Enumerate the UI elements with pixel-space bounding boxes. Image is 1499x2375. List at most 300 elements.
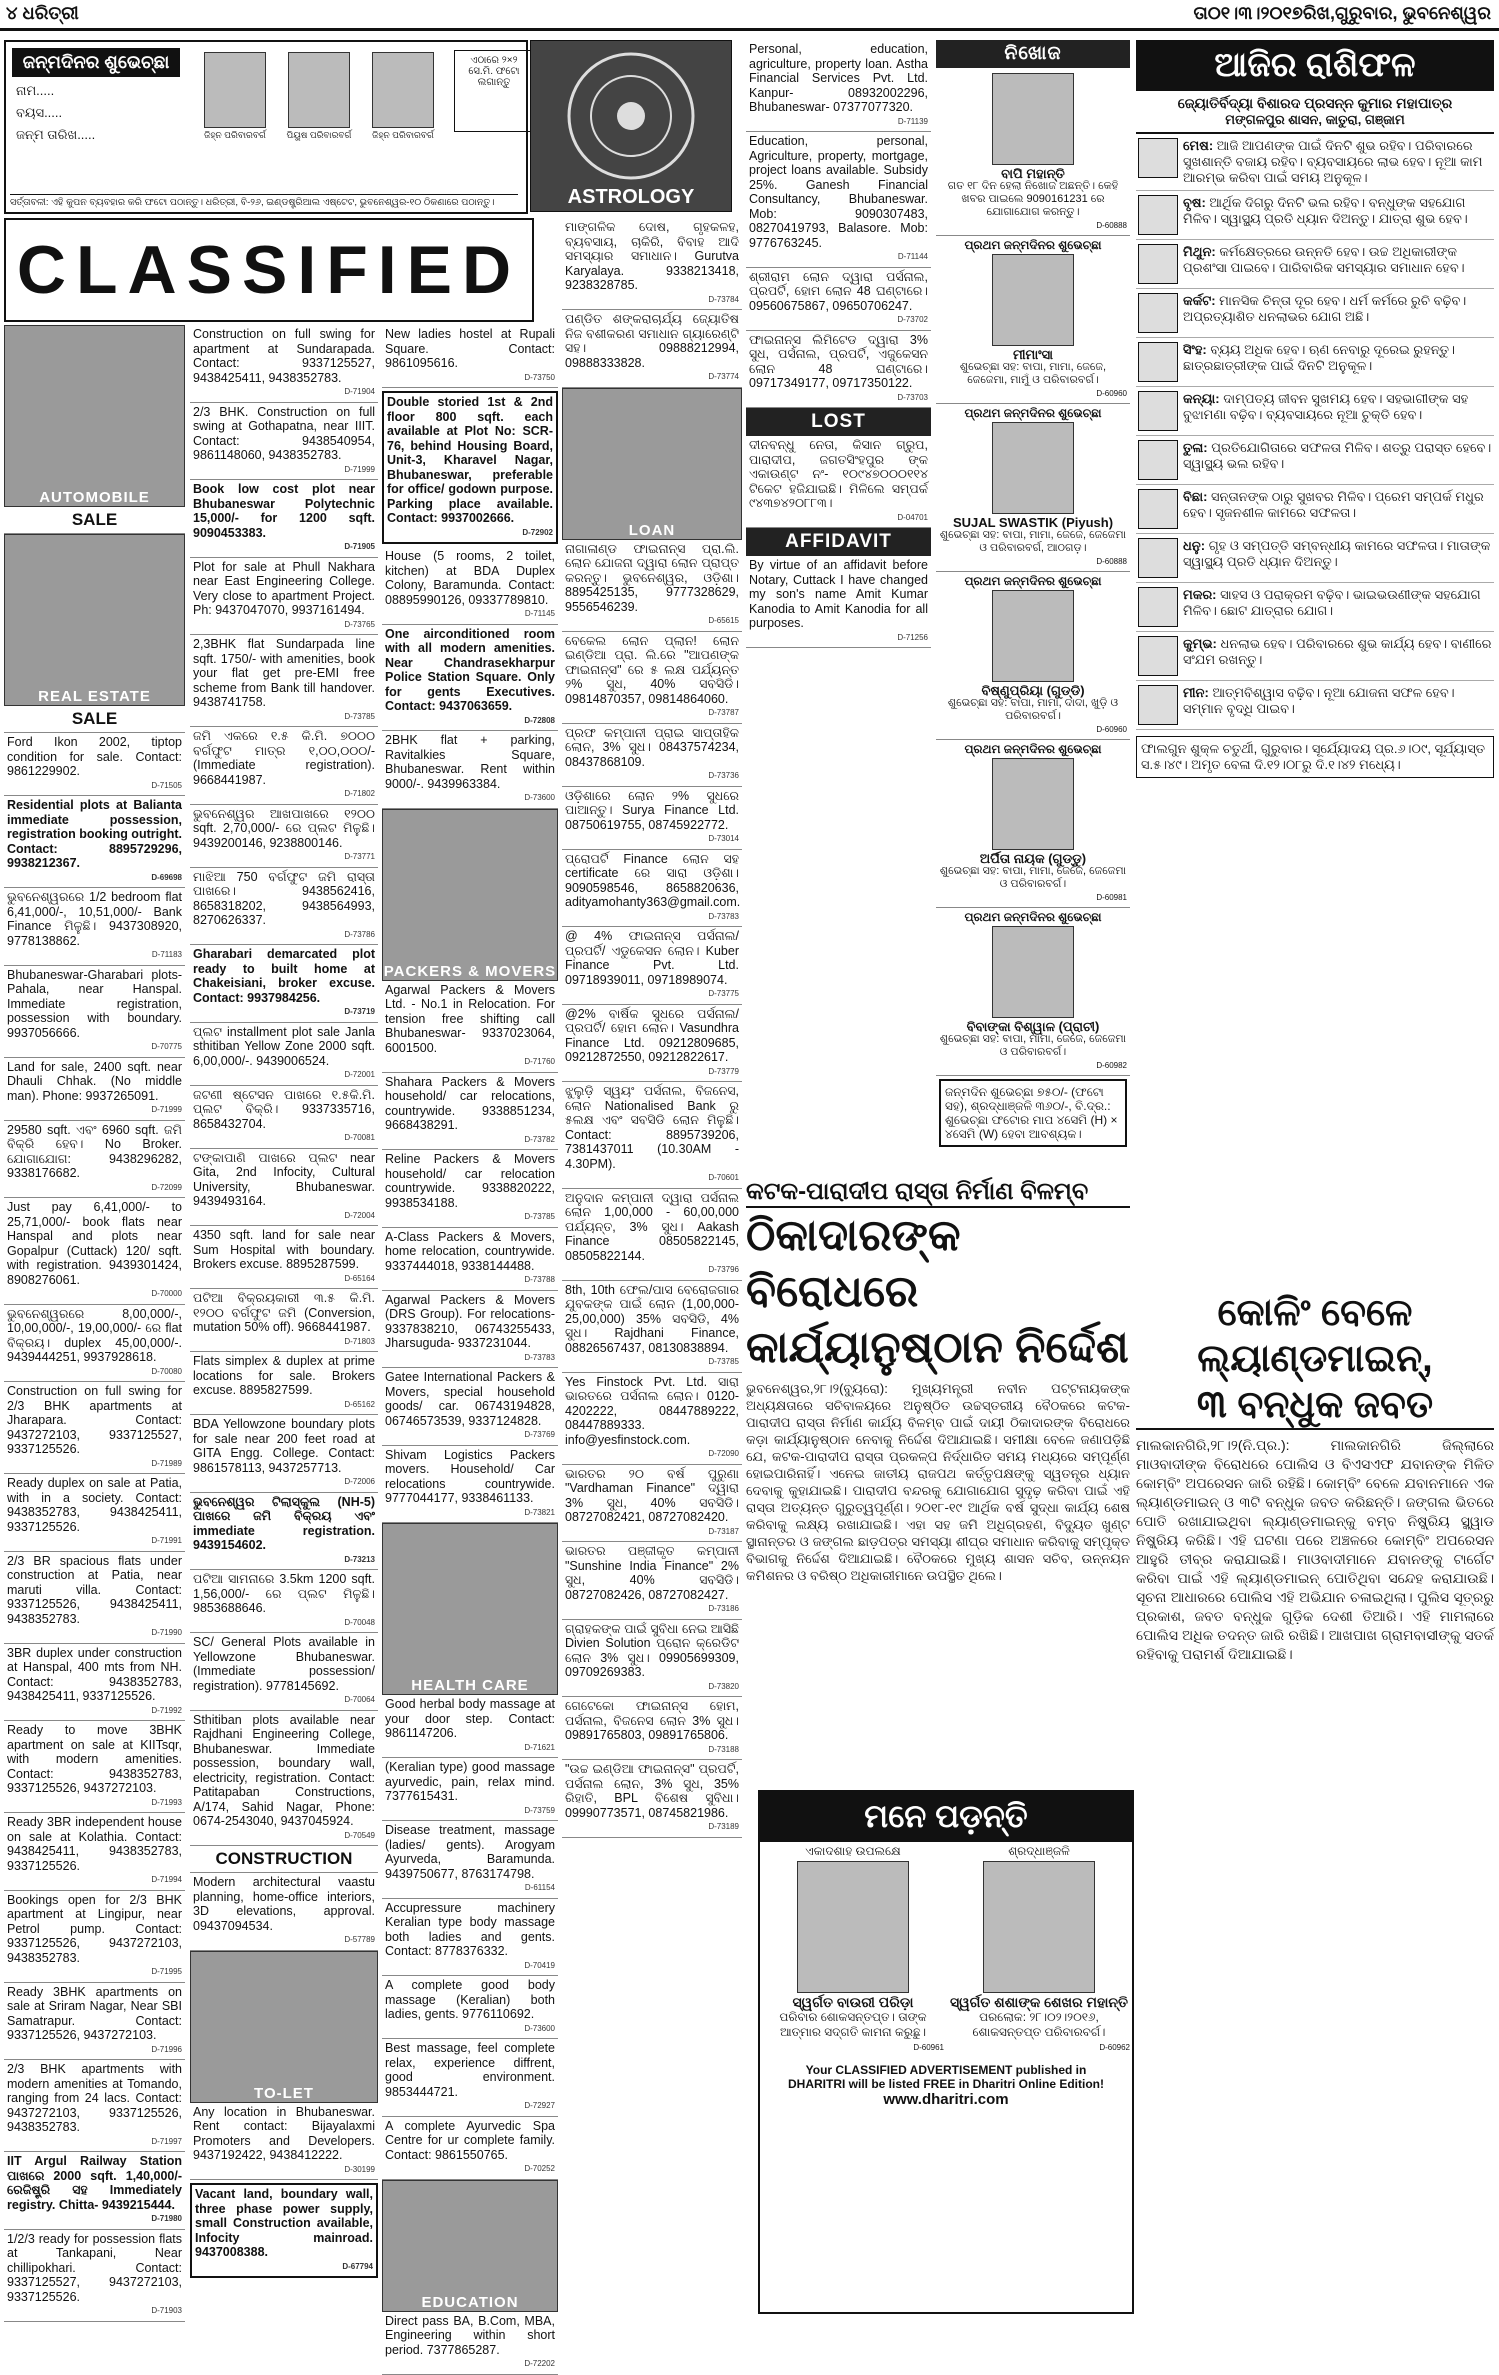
ad-text: Double storied 1st & 2nd floor 800 sqft. each available at Plot No: SCR-76, behind Housing Board, Unit-3, Kharavel Nagar, Bhubaneswar, preferable for office/ godown purpose. Parking place available. Contact: 9937002666. bbox=[387, 395, 553, 525]
ad-text: A complete good body massage (Keralian) both ladies, gents. 9776110692. bbox=[385, 1978, 555, 2021]
column-5 bbox=[746, 40, 931, 1170]
classified-ad bbox=[190, 635, 378, 727]
wish-text: ଶୁଭେଚ୍ଛା ସହ: ବାପା, ମାମା, ଜେଜେ, ଜେଜେମା ଓ ପରିବାରବର୍ଗ। bbox=[939, 865, 1127, 890]
col3-ad-list-d bbox=[382, 2312, 558, 2375]
ad-text: ପ୍ରୋପର୍ଟି Finance ଲୋନ ସହ certificate ରେ ସାରା ଓଡ଼ିଶା। 9090598546, 8658820636, adityamohanty363@gmail.com. bbox=[565, 851, 741, 909]
ad-code: D-61154 bbox=[524, 1883, 555, 1892]
ad-text: Modern architectural vaastu planning, home-office interiors, 3D elevations, approval. 09437094534. bbox=[193, 1875, 375, 1933]
ad-code: D-73785 bbox=[344, 711, 375, 721]
horoscope-footer: ଫାଲଗୁନ ଶୁକ୍ଳ ଚତୁର୍ଥୀ, ଗୁରୁବାର। ସୂର୍ଯ୍ୟୋଦୟ ପ୍ର.୬।୦୯, ସୂର୍ଯ୍ୟାସ୍ତ ସ.୫।୪୯। ଅମୃତ ବେଳା ଦି.୧୨।୦୮ରୁ ଦି.୧।୪୨ ମଧ୍ୟେ। bbox=[1136, 736, 1494, 778]
classified-ad bbox=[382, 731, 558, 809]
sign-name: ମିଥୁନ: bbox=[1183, 244, 1220, 259]
classified-ad bbox=[190, 2103, 378, 2181]
classified-ad bbox=[562, 632, 742, 724]
ad-code: D-72004 bbox=[344, 1210, 375, 1220]
child-name: ମୀମାଂସା bbox=[1012, 347, 1054, 362]
ad-code: D-73759 bbox=[524, 1805, 555, 1815]
ad-code: D-71999 bbox=[151, 1105, 182, 1114]
classified-ad bbox=[190, 1570, 378, 1633]
child-name: ଅର୍ପିତା ନାୟକ (ଗୁଡ୍ଡୁ) bbox=[979, 851, 1087, 866]
sample-photo bbox=[372, 52, 434, 128]
ad-text: Best massage, feel complete relax, experience diffrent, good environment. 9853444721. bbox=[385, 2041, 555, 2099]
ad-text: Gharabari demarcated plot ready to built home at Chakeisiani, broker excuse. Contact: 9937984256. bbox=[193, 947, 375, 1005]
sign-text: ପ୍ରତିଯୋଗିତାରେ ସଫଳତା ମିଳିବ। ଶତ୍ରୁ ପରାସ୍ତ ହେବେ। ସ୍ୱାସ୍ଥ୍ୟ ଭଲ ରହିବ। bbox=[1183, 440, 1492, 471]
ad-code: D-70048 bbox=[344, 1617, 375, 1627]
classified-ad bbox=[746, 436, 931, 528]
ad-text: BDA Yellowzone boundary plots for sale near 200 feet road at GITA Engg. College. Contact: 9861578113, 9437257713. bbox=[193, 1417, 375, 1475]
form-age-line: ବୟସ..... bbox=[16, 105, 63, 120]
ad-code: D-73014 bbox=[708, 834, 739, 843]
ad-text: Bookings open for 2/3 BHK apartment at Lingipur, near Petrol pump. Contact: 9337125526, 9437272103, 9438352783. bbox=[7, 1892, 182, 1965]
ad-text: ଭୁବନେଶ୍ୱରରେ 1/2 bedroom flat 6,41,000/-, 10,51,000/- Bank Finance ମିଳୁଛି। 9437308920, 9778138862. bbox=[7, 890, 182, 948]
ad-code: D-70775 bbox=[151, 1042, 182, 1051]
ad-code: D-72902 bbox=[522, 527, 553, 537]
ad-text: A-Class Packers & Movers, home relocation, countrywide. 9337444018, 9338144488. bbox=[385, 1229, 555, 1273]
wish-card bbox=[936, 572, 1130, 740]
news-title: ଠିକାଦାରଙ୍କ ବିରୋଧରେ bbox=[746, 1211, 961, 1316]
ad-text: ଶ୍ରୀରାମ ଲୋନ ଦ୍ୱାରା ପର୍ସନାଲ, ପ୍ରପର୍ଟି, ହୋମ ଲୋନ 48 ଘଣ୍ଟାରେ। 09560675867, 09650706247. bbox=[749, 269, 928, 313]
ad-text: ଗ୍ରାହକଙ୍କ ପାଇଁ ସୁବିଧା ନେଇ ଆସିଛି Divien Solution ପ୍ରୋନ କ୍ରେଡିଟ ଲୋନ 3% ସୁଧ। 09905699309, 09709269383. bbox=[565, 1621, 739, 1679]
astrology-label: ASTROLOGY bbox=[567, 186, 695, 208]
ad-code: D-71621 bbox=[524, 1742, 555, 1752]
classified-ad bbox=[562, 724, 742, 787]
classified-ad bbox=[382, 1291, 558, 1369]
ad-text: (Keralian type) good massage ayurvedic, pain, relax mind. 7377615431. bbox=[385, 1760, 555, 1803]
ad-text: 3BR duplex under construction at Hanspal, 400 mts from NH. Contact: 9438352783, 9438425411, 9337125526. bbox=[7, 1645, 182, 1703]
sign-text: ଧନଲାଭ ହେବ। ପରିବାରରେ ଶୁଭ କାର୍ଯ୍ୟ ହେବ। ବାଣୀରେ ସଂଯମ ରଖନ୍ତୁ। bbox=[1183, 636, 1492, 667]
classified-ad bbox=[4, 1891, 185, 1983]
child-photo bbox=[992, 590, 1074, 682]
section-heading: SALE bbox=[4, 706, 185, 733]
news-kicker: କଟକ-ପାରାଦୀପ ରାସ୍ତା ନିର୍ମାଣ ବିଳମ୍ବ bbox=[746, 1178, 1130, 1208]
ad-code: D-73821 bbox=[524, 1507, 555, 1517]
ad-code: D-71505 bbox=[151, 780, 182, 790]
classified-ad bbox=[746, 331, 931, 409]
child-name: SUJAL SWASTIK (Piyush) bbox=[952, 515, 1114, 530]
horoscope-title: ଆଜିର ରାଶିଫଳ bbox=[1136, 40, 1494, 91]
ad-code: D-73785 bbox=[708, 1357, 739, 1366]
ad-text: Ford Ikon 2002, tiptop condition for sale. Contact: 9861229902. bbox=[7, 735, 182, 778]
ad-code: D-71991 bbox=[151, 1536, 182, 1545]
second-news bbox=[1136, 1290, 1494, 2335]
col4-ad-list bbox=[562, 218, 742, 388]
wish-label: ପ୍ରଥମ ଜନ୍ମଦିନର ଶୁଭେଚ୍ଛା bbox=[964, 742, 1102, 756]
ad-text: Residential plots at Balianta immediate possession, registration booking outright. Contact: 8895729296, 9938212367. bbox=[7, 798, 182, 870]
ad-text: Reline Packers & Movers household/ car relocation countrywide. 9338820222, 9938534188. bbox=[385, 1152, 555, 1210]
ad-text: ପଟିଆ ସାମନାରେ 3.5km 1200 sqft. 1,56,000/- ରେ ପ୍ଲଟ ମିଳୁଛି। 9853688646. bbox=[193, 1572, 375, 1615]
ad-code: D-71904 bbox=[344, 387, 375, 396]
page-number: ୪ ଧରିତ୍ରୀ bbox=[6, 3, 79, 23]
ad-code: D-72006 bbox=[344, 1477, 375, 1486]
classified-ad bbox=[190, 1873, 378, 1951]
sign-entry bbox=[1136, 240, 1494, 289]
classified-ad bbox=[4, 796, 185, 888]
classified-ad bbox=[190, 1086, 378, 1149]
sample-photo bbox=[288, 52, 350, 128]
ad-text: Good herbal body massage at your door step. Contact: 9861147206. bbox=[385, 1697, 555, 1740]
column-3 bbox=[382, 325, 558, 2368]
ad-code: D-71256 bbox=[897, 632, 928, 642]
news2-title: ୩ ବନ୍ଧୁକ ଜବତ bbox=[1136, 1382, 1494, 1430]
ad-text: 8th, 10th ଫେଲ/ପାସ ବେରୋଜଗାର ଯୁବକଙ୍କ ପାଇଁ ଲୋନ (1,00,000-25,00,000) 35% ସବସିଡି, 4% ସୁଧ। Rajdhani Finance, 08826567437, 08130838894. bbox=[565, 1282, 739, 1355]
classified-ad bbox=[562, 1082, 742, 1189]
classified-ad bbox=[562, 540, 742, 632]
classified-ad bbox=[562, 1189, 742, 1281]
lost-heading: LOST bbox=[746, 408, 931, 436]
ad-code: D-71145 bbox=[524, 609, 555, 618]
sample-photo bbox=[204, 52, 266, 128]
ad-code: D-67794 bbox=[342, 2261, 373, 2271]
ad-text: Plot for sale at Phull Nakhara near East Engineering College. Very close to apartment Project. Ph: 9437047070, 9937161494. bbox=[193, 559, 375, 617]
birthday-form-title: ଜନ୍ମଦିନର ଶୁଭେଚ୍ଛା bbox=[12, 48, 180, 77]
ad-text: ଭୁବନେଶ୍ୱର ଆଖପାଖରେ ୧୨୦୦ sqft. 2,70,000/- ରେ ପ୍ଲଟ ମିଳୁଛି। 9439200146, 9238800146. bbox=[193, 806, 375, 850]
child-name: ବାପି ମହାନ୍ତି bbox=[1001, 166, 1065, 181]
ad-code: D-70601 bbox=[708, 1173, 739, 1182]
classified-ad bbox=[562, 1373, 742, 1465]
zodiac-sign-icon bbox=[1138, 538, 1178, 578]
sign-entry bbox=[1136, 134, 1494, 191]
ad-text: ନାଗାଳାଣ୍ଡ ଫାଇନାନ୍ସ ପ୍ରା.ଲି. ଲୋନ ଯୋଜନା ଦ୍ୱାରା ଲୋନ ପ୍ରାପ୍ତ କରନ୍ତୁ। ଭୁବନେଶ୍ୱର, ଓଡ଼ିଶା। 8895425135, 9777328629, 9556546239. bbox=[565, 541, 739, 614]
col3-ad-list-b bbox=[382, 981, 558, 1524]
ad-text: ଭୁବନେଶ୍ୱରରେ 8,00,000/-, 10,00,000/-, 19,00,000/- ରେ flat ବିକ୍ରୟ। duplex 45,00,000/-. 9439444251, 9937928618. bbox=[7, 1306, 182, 1364]
sign-list bbox=[1136, 134, 1494, 730]
col4-ad-list-b bbox=[562, 540, 742, 1838]
wishes-rates: ଜନ୍ମଦିନ ଶୁଭେଚ୍ଛା ୭୫୦/- (ଫଟୋ ସହ), ଶ୍ରଦ୍ଧାଞ୍ଜଳି ୩୬୦/-, ବି.ଦ୍ର.: ଶୁଭେଚ୍ଛା ଫଟୋର ମାପ ୪ସେମି (H) × ୪ସେମି (W) ହେବା ଆବଶ୍ୟକ। bbox=[939, 1079, 1127, 1147]
ad-code: D-73765 bbox=[344, 619, 375, 629]
ad-text: One airconditioned room with all modern amenities. Near Chandrasekharpur Police Station Square. Only for gents Executives. Contact: 9437063659. bbox=[385, 626, 555, 713]
classified-ad bbox=[562, 1465, 742, 1543]
ad-code: D-73600 bbox=[524, 2023, 555, 2033]
classified-ad bbox=[190, 1289, 378, 1352]
ad-text: ଜଟଣୀ ଷ୍ଟେସନ ପାଖରେ ୧.୫କି.ମି. ପ୍ଲଟ ବିକ୍ରି। 9337335716, 8658432704. bbox=[193, 1087, 375, 1131]
sign-name: କର୍କଟ: bbox=[1183, 293, 1220, 308]
col5-ad-list bbox=[746, 40, 931, 408]
classified-ad bbox=[382, 391, 558, 544]
classified-ad bbox=[4, 966, 185, 1058]
classified-ad bbox=[382, 2039, 558, 2117]
sign-text: ଗୃହ ଓ ସମ୍ପତ୍ତି ସମ୍ବନ୍ଧୀୟ କାମରେ ସଫଳତା। ମାତାଙ୍କ ସ୍ୱାସ୍ଥ୍ୟ ପ୍ରତି ଧ୍ୟାନ ଦିଅନ୍ତୁ। bbox=[1183, 538, 1491, 569]
classified-ad bbox=[382, 1228, 558, 1291]
classified-ad bbox=[190, 1493, 378, 1571]
ad-code: D-73787 bbox=[708, 708, 739, 717]
ad-code: D-73784 bbox=[708, 294, 739, 304]
classified-ad bbox=[190, 945, 378, 1023]
wish-card bbox=[936, 68, 1130, 236]
form-note: ସର୍ତ୍ତାବଳୀ: ଏହି କୁପନ ବ୍ୟବହାର କରି ଫଟୋ ପଠାନ୍ତୁ। ଧରିତ୍ରୀ, ବି-୨୬, ଇଣ୍ଡଷ୍ଟ୍ରିଆଲ ଏଷ୍ଟେଟ, ଭୁବନେଶ୍ୱର-୧୦ ଠିକଣାରେ ପଠାନ୍ତୁ। bbox=[10, 194, 518, 208]
child-name: ବିବାଙ୍କା ବିଶ୍ୱାଳ (ପ୍ରାଚୀ) bbox=[966, 1019, 1100, 1034]
affidavit-heading: AFFIDAVIT bbox=[746, 528, 931, 556]
classified-ad bbox=[4, 1552, 185, 1644]
ad-text: New ladies hostel at Rupali Square. Contact: 9861095616. bbox=[385, 327, 555, 370]
ad-text: ଅନୁଦାନ କମ୍ପାନୀ ଦ୍ୱାରା ପର୍ସନାଲ ଲୋନ 1,00,000 - 60,00,000 ପର୍ଯ୍ୟନ୍ତ, 3% ସୁଧ। Aakash Finance 08505822145, 08505822144. bbox=[565, 1190, 739, 1263]
wishes-column bbox=[936, 40, 1130, 1170]
ad-code: D-73188 bbox=[708, 1744, 739, 1754]
ad-code: D-73769 bbox=[524, 1430, 555, 1439]
wish-card bbox=[936, 740, 1130, 908]
classified-ad bbox=[190, 558, 378, 636]
wish-text: ଶୁଭେଚ୍ଛା ସହ: ବାପା, ମାମା, ଜେଜେ, ଜେଜେମା, ମାମୁଁ ଓ ପରିବାରବର୍ଗ। bbox=[959, 361, 1107, 386]
ad-text: Agarwal Packers & Movers Ltd. - No.1 in Relocation. For tension free shifting call Bhubaneswar- 9337023064, 6001500. bbox=[385, 982, 555, 1055]
classified-ad bbox=[4, 2230, 185, 2322]
ad-code: D-73783 bbox=[524, 1352, 555, 1362]
ad-text: "ଉଚ୍ଚ ଇଣ୍ଡିଆ ଫାଇନାନ୍ସ" ପ୍ରପର୍ଟି, ପର୍ସନାଲ ଲୋନ, 3% ସୁଧ, 35% ରିହାତି, BPL ବିଶେଷ ସୁବିଧା। 09990773571, 08745821986. bbox=[565, 1762, 739, 1820]
birthday-form bbox=[4, 40, 528, 214]
sign-text: କର୍ମକ୍ଷେତ୍ରରେ ଉନ୍ନତି ହେବ। ଉଚ୍ଚ ଅଧିକାରୀଙ୍କ ପ୍ରଶଂସା ପାଇବେ। ପାରିବାରିକ ସମସ୍ୟାର ସମାଧାନ ହେବ। bbox=[1183, 244, 1465, 275]
section-label: HEALTH CARE bbox=[411, 1677, 529, 1694]
ad-text: ଫାଇନାନ୍ସ ଲିମିଟେଡ ଦ୍ୱାରା 3% ସୁଧ, ପର୍ସନାଲ, ପ୍ରପର୍ଟି, ଏଜୁକେସନ ଲୋନ 48 ଘଣ୍ଟାରେ। 09717349177, 09717350122. bbox=[749, 332, 928, 390]
news-body: ଭୁବନେଶ୍ୱର,୨୮।୨(ବ୍ୟୁରୋ): ମୁଖ୍ୟମନ୍ତ୍ରୀ ନବୀନ ପଟ୍ଟନାୟକଙ୍କ ଅଧ୍ୟକ୍ଷତାରେ ସଚିବାଳୟରେ ଅନୁଷ୍ଠିତ ଉଚ୍ଚସ୍ତରୀୟ ବୈଠକରେ କଟକ-ପାରାଦୀପ ରାସ୍ତା ନିର୍ମାଣ କାର୍ଯ୍ୟ ବିଳମ୍ବ ପାଇଁ ଦାୟୀ ଠିକାଦାରଙ୍କ ବିରୋଧରେ କଡ଼ା କାର୍ଯ୍ୟାନୁଷ୍ଠାନ ନେବାକୁ ନିର୍ଦ୍ଦେଶ ଦିଆଯାଇଛି। ସମୀକ୍ଷା ବେଳେ ଜଣାପଡ଼ିଛି ଯେ, କଟକ-ପାରାଦୀପ ରାସ୍ତା ପ୍ରକଳ୍ପ ନିର୍ଦ୍ଧାରିତ ସମୟ ମଧ୍ୟରେ ସମ୍ପୂର୍ଣ୍ଣ ହୋଇପାରିନାହିଁ। ଏନେଇ ଜାତୀୟ ରାଜପଥ କର୍ତ୍ତୃପକ୍ଷଙ୍କୁ ସ୍ୱତନ୍ତ୍ର ଧ୍ୟାନ ଦେବାକୁ କୁହାଯାଇଛି। ପାରାଦୀପ ବନ୍ଦରକୁ ଯୋଗାଯୋଗ ସୁଦୃଢ଼ କରିବା ପାଇଁ ଏହି ରାସ୍ତା ଅତ୍ୟନ୍ତ ଗୁରୁତ୍ୱପୂର୍ଣ୍ଣ। ୨୦୧୮-୧୯ ଆର୍ଥିକ ବର୍ଷ ସୁଦ୍ଧା କାର୍ଯ୍ୟ ଶେଷ କରିବାକୁ ଲକ୍ଷ୍ୟ ରଖାଯାଇଛି। ଏହା ସହ ଜମି ଅଧିଗ୍ରହଣ, ବିଦ୍ୟୁତ ଖୁଣ୍ଟ ସ୍ଥାନାନ୍ତର ଓ ଜଙ୍ଗଲ ଛାଡ଼ପତ୍ର ସମସ୍ୟା ଶୀଘ୍ର ସମାଧାନ କରିବାକୁ ସମ୍ପୃକ୍ତ ବିଭାଗକୁ ନିର୍ଦ୍ଦେଶ ଦିଆଯାଇଛି। ବୈଠକରେ ମୁଖ୍ୟ ଶାସନ ସଚିବ, ଉନ୍ନୟନ କମିଶନର ଓ ବରିଷ୍ଠ ଅଧିକାରୀମାନେ ଉପସ୍ଥିତ ଥିଲେ। bbox=[746, 1381, 1130, 1583]
section-heading: SALE bbox=[4, 507, 185, 534]
classified-ad bbox=[190, 325, 378, 403]
ad-code: D-60888 bbox=[1096, 221, 1127, 230]
classified-ad bbox=[382, 2312, 558, 2375]
wish-label: ପ୍ରଥମ ଜନ୍ମଦିନର ଶୁଭେଚ୍ଛା bbox=[964, 574, 1102, 588]
memoriam-photo bbox=[983, 1861, 1095, 1993]
section-label: AUTOMOBILE bbox=[39, 489, 150, 506]
ad-text: Bhubaneswar-Gharabari plots-Pahala, near Hanspal. Immediate registration, possession with boundary. 9937056666. bbox=[7, 967, 182, 1040]
ad-code: D-73796 bbox=[708, 1265, 739, 1274]
wish-label: ପ୍ରଥମ ଜନ୍ମଦିନର ଶୁଭେଚ୍ଛା bbox=[964, 910, 1102, 924]
classified-ad bbox=[190, 727, 378, 805]
classified-ad bbox=[382, 1446, 558, 1524]
ad-code: D-71995 bbox=[151, 1967, 182, 1976]
classified-ad bbox=[382, 625, 558, 732]
ad-text: Construction on full swing for 2/3 BHK apartments at Jharapara. Contact: 9437272103, 9337125527, 9337125526. bbox=[7, 1384, 182, 1456]
col1-ad-list bbox=[4, 733, 185, 2322]
child-photo bbox=[992, 758, 1074, 850]
photo-caption: ଜିହ୍ନ ପରିବାରବର୍ଗ bbox=[372, 130, 434, 140]
ad-code: D-71993 bbox=[151, 1797, 182, 1807]
classified-ad bbox=[382, 1821, 558, 1899]
classified-ad bbox=[382, 1976, 558, 2039]
news2-body: ମାଲକାନଗିରି,୨୮।୨(ନି.ପ୍ର.): ମାଲକାନଗିରି ଜିଲ୍ଲାରେ ମାଓବାଦୀଙ୍କ ବିରୋଧରେ ପୋଲିସ ଓ ବିଏସଏଫ ଯବାନଙ୍କ ମିଳିତ କୋମ୍ବିଂ ଅପରେସନ ଜାରି ରହିଛି। କୋମ୍ବିଂ ବେଳେ ଯବାନମାନେ ଏକ ଲ୍ୟାଣ୍ଡମାଇନ୍ ଓ ୩ଟି ବନ୍ଧୁକ ଜବତ କରିଛନ୍ତି। ଜଙ୍ଗଲ ଭିତରେ ପୋତି ରଖାଯାଇଥିବା ଲ୍ୟାଣ୍ଡମାଇନ୍କୁ ବମ୍ବ ନିଷ୍କ୍ରିୟ ସ୍କ୍ୱାଡ ନିଷ୍କ୍ରିୟ କରିଛି। ଏହି ଘଟଣା ପରେ ଅଞ୍ଚଳରେ କୋମ୍ବିଂ ଅପରେସନ ଆହୁରି ତୀବ୍ର କରାଯାଇଛି। ମାଓବାଦୀମାନେ ଯବାନଙ୍କୁ ଟାର୍ଗେଟ କରିବା ପାଇଁ ଏହି ଲ୍ୟାଣ୍ଡମାଇନ୍ ପୋତିଥିବା ସନ୍ଦେହ କରାଯାଉଛି। ସୂଚନା ଆଧାରରେ ପୋଲିସ ଏହି ଅଭିଯାନ ଚଳାଇଥିଲା। ପୁଲିସ ସୂତ୍ରରୁ ପ୍ରକାଶ, ଜବତ ବନ୍ଧୁକ ଗୁଡ଼ିକ ଦେଶୀ ତିଆରି। ଏହି ମାମଲାରେ ପୋଲିସ ଅଧିକ ତଦନ୍ତ ଜାରି ରଖିଛି। ଆଖପାଖ ଗ୍ରାମବାସୀଙ୍କୁ ସତର୍କ ରହିବାକୁ ପରାମର୍ଶ ଦିଆଯାଇଛି। bbox=[1136, 1437, 1494, 1662]
online-url[interactable]: www.dharitri.com bbox=[883, 2091, 1009, 2108]
ad-text: ଜମି ଏକରେ ୧.୫ କି.ମି. ୭୦୦୦ ବର୍ଗଫୁଟ ମାତ୍ର ୧,୦୦,୦୦୦/- (Immediate registration). 9668441987. bbox=[193, 729, 375, 787]
memoriam-label: ଏକାଦଶାହ ଉପଲକ୍ଷେ bbox=[805, 1844, 901, 1858]
section-label: TO-LET bbox=[254, 2084, 314, 2102]
col3-ad-list-c bbox=[382, 1695, 558, 2180]
ad-text: 2/3 BHK. Construction on full swing at Gothapatna, near IIIT. Contact: 9438540954, 9861148060, 9438352783. bbox=[193, 404, 375, 462]
ad-text: Any location in Bhubaneswar. Rent contact: Bijayalaxmi Promoters and Developers. 9437192422, 9438412222. bbox=[193, 2104, 375, 2162]
ad-text: ଓଡ଼ିଶାରେ ଲୋନ ୨% ସୁଧରେ ପାଆନ୍ତୁ। Surya Finance Ltd. 08750619755, 08745922772. bbox=[565, 788, 739, 832]
ad-code: D-70549 bbox=[344, 1830, 375, 1840]
ad-code: D-71803 bbox=[344, 1336, 375, 1346]
horoscope-place: ମଙ୍ଗଳପୁର ଶାସନ, କାତୁରା, ଗଞ୍ଜାମ bbox=[1136, 112, 1494, 134]
wish-label: ପ୍ରଥମ ଜନ୍ମଦିନର ଶୁଭେଚ୍ଛା bbox=[964, 406, 1102, 420]
ad-code: D-73750 bbox=[524, 372, 555, 382]
ad-text: IIT Argul Railway Station ପାଖରେ 2000 sqft. 1,40,000/- ରେଜିଷ୍ଟ୍ରି ସହ Immediately registry. Chitta- 9439215444. bbox=[7, 2154, 182, 2212]
classified-ad bbox=[382, 1899, 558, 1977]
column-1 bbox=[4, 325, 185, 2335]
zodiac-sign-icon bbox=[1138, 342, 1178, 382]
ad-text: Shahara Packers & Movers household/ car relocations, countrywide. 9338851234, 9668438291. bbox=[385, 1074, 555, 1132]
ad-code: D-71989 bbox=[151, 1458, 182, 1468]
classified-ad bbox=[4, 888, 185, 966]
ad-code: D-73186 bbox=[708, 1604, 739, 1613]
child-photo bbox=[992, 422, 1074, 514]
ad-code: D-72099 bbox=[151, 1182, 182, 1192]
ad-code: D-73771 bbox=[344, 852, 375, 861]
ad-code: D-72202 bbox=[524, 2359, 555, 2368]
sign-entry bbox=[1136, 387, 1494, 436]
sign-name: ମକର: bbox=[1183, 587, 1221, 602]
ad-text: Accupressure machinery Keralian type body massage both ladies and gents. Contact: 8778376332. bbox=[385, 1900, 555, 1958]
photo-caption: ପିୟୁଷ ପରିବାରବର୍ଗ bbox=[286, 130, 352, 140]
classified-ad bbox=[4, 1474, 185, 1552]
sign-entry bbox=[1136, 632, 1494, 681]
ad-code: D-73785 bbox=[524, 1212, 555, 1221]
sign-name: ତୁଳା: bbox=[1183, 440, 1212, 455]
ad-code: D-04701 bbox=[897, 512, 928, 522]
classified-ad bbox=[382, 547, 558, 625]
ad-text: Yes Finstock Pvt. Ltd. ସାରା ଭାରତରେ ପର୍ସନାଲ ଲୋନ। 0120-4202222, 08447889222, 08447889333. info@yesfinstock.com. bbox=[565, 1374, 739, 1447]
classified-ad bbox=[4, 1198, 185, 1305]
col2-ad-list bbox=[190, 325, 378, 1846]
ad-code: D-72927 bbox=[524, 2101, 555, 2110]
ad-text: ଭାରତର ୨୦ ବର୍ଷ ପୁରୁଣା "Vardhaman Finance" ଦ୍ୱାରା 3% ସୁଧ, 40% ସବସିଡି। 08727082421, 08727082420. bbox=[565, 1466, 739, 1524]
memoriam-text: ପରିବାର ଶୋକସନ୍ତପ୍ତ। ତାଙ୍କ ଆତ୍ମାର ସଦ୍‌ଗତି କାମନା କରୁଛୁ। bbox=[779, 2010, 927, 2039]
ad-code: D-71139 bbox=[897, 116, 928, 126]
ad-text: ଦୀନବନ୍ଧୁ ନେତା, କିସାନ ଗ୍ରୁପ, ପାରାଦୀପ, ଜଗତସିଂହପୁର ଙ୍କ ଏକାଉଣ୍ଟ ନଂ- ୧୦୯୪୭୦୦୦୧୧୪ ଟିକେଟ ହଜିଯାଇଛି। ମିଳିଲେ ସମ୍ପର୍କ ୯୪୩୭୪୨୦୮୮୩। bbox=[749, 438, 928, 510]
zodiac-sign-icon bbox=[1138, 440, 1178, 480]
ad-code: D-73782 bbox=[524, 1134, 555, 1144]
ad-code: D-73719 bbox=[344, 1007, 375, 1016]
classified-ad bbox=[4, 1813, 185, 1891]
ad-code: D-71994 bbox=[151, 1875, 182, 1884]
ad-code: D-71802 bbox=[344, 789, 375, 798]
ad-code: D-73703 bbox=[897, 392, 928, 402]
classified-ad bbox=[190, 480, 378, 558]
sign-entry bbox=[1136, 436, 1494, 485]
ad-code: D-60888 bbox=[1096, 557, 1127, 566]
classified-ad bbox=[190, 1415, 378, 1493]
ad-text: By virtue of an affidavit before Notary, Cuttack I have changed my son's name Amit Kumar Kanodia to Amit Kanodia for all purposes. bbox=[749, 558, 928, 630]
ad-text: ମାଙ୍ଗଳିକ ଦୋଷ, ଗୃହକଳହ, ବ୍ୟବସାୟ, ଚାକିରି, ବିବାହ ଆଦି ସମସ୍ୟାର ସମାଧାନ। Gurutva Karyalaya. 9338213418, 9238328785. bbox=[565, 220, 739, 292]
ad-text: ପଟିଆ ବିକ୍ରୟକାରୀ ୩.୫ କି.ମି. ୧୨୦୦ ବର୍ଗଫୁଟ ଜମି (Conversion, mutation 50% off). 9668441987. bbox=[193, 1291, 375, 1334]
classified-ad bbox=[562, 1281, 742, 1373]
ad-text: ପଣ୍ଡିତ ଶଙ୍କରାଚାର୍ଯ୍ୟ ଜ୍ୟୋତିଷ ନିଜ ବଶୀକରଣ ସମାଧାନ ଗ୍ୟାରେଣ୍ଟି ସହ। 09888212994, 09888333828. bbox=[565, 312, 739, 370]
classified-ad bbox=[562, 787, 742, 850]
classified-ad bbox=[562, 1697, 742, 1760]
column-2 bbox=[190, 325, 378, 2335]
ad-text: ଗେଟେକୋ ଫାଇନାନ୍ସ ହୋମ, ପର୍ସନାଲ, ବିଜନେସ ଲୋନ 3% ସୁଧ। 09891765803, 09891765806. bbox=[565, 1699, 739, 1742]
sign-name: ମେଷ: bbox=[1183, 138, 1217, 153]
ad-code: D-70419 bbox=[524, 1960, 555, 1970]
sign-text: ସାହସ ଓ ପରାକ୍ରମ ବଢ଼ିବ। ଭାଇଭଉଣୀଙ୍କ ସହଯୋଗ ମିଳିବ। ଛୋଟ ଯାତ୍ରାର ଯୋଗ। bbox=[1183, 587, 1481, 618]
zodiac-sign-icon bbox=[1138, 587, 1178, 627]
zodiac-sign-icon bbox=[1138, 293, 1178, 333]
ad-code: D-69698 bbox=[151, 872, 182, 882]
ad-text: 2,3BHK flat Sundarpada line sqft. 1750/- with amenities, book your flat get pre-EMI free scheme from Bank till handover. 9438741758. bbox=[193, 637, 375, 709]
section-label: REAL ESTATE bbox=[38, 688, 151, 705]
ad-code: D-60960 bbox=[1096, 725, 1127, 734]
ad-code: D-57789 bbox=[344, 1935, 375, 1944]
zodiac-sign-icon bbox=[1138, 685, 1178, 725]
ad-code: D-70064 bbox=[344, 1695, 375, 1704]
classified-ad bbox=[4, 733, 185, 796]
ad-code: D-73775 bbox=[708, 989, 739, 998]
ad-code: D-73774 bbox=[708, 372, 739, 381]
classified-ad bbox=[190, 1633, 378, 1711]
sign-name: କୁମ୍ଭ: bbox=[1183, 636, 1221, 651]
ad-text: Vacant land, boundary wall, three phase power supply, small Construction available, Infocity mainroad. 9437008388. bbox=[195, 2187, 373, 2259]
real-estate-image bbox=[4, 534, 185, 706]
online-note: Your CLASSIFIED ADVERTISEMENT published in DHARITRI will be listed FREE in Dharitri Online Edition! bbox=[787, 2063, 1104, 2091]
sign-name: ସିଂହ: bbox=[1183, 342, 1211, 357]
memoriam-title: ମନେ ପଡ଼ନ୍ତି bbox=[760, 1792, 1132, 1842]
sign-name: କନ୍ୟା: bbox=[1183, 391, 1224, 406]
news2-title: କୋଳିଂ ବେଳେ ଲ୍ୟାଣ୍ଡମାଇନ୍, bbox=[1197, 1292, 1433, 1380]
to-let-image bbox=[190, 1951, 378, 2103]
classified-ad bbox=[382, 1695, 558, 1758]
ad-text: Agarwal Packers & Movers (DRS Group). For relocations- 9337838210, 06743255433, Jharsuguda- 9337231044. bbox=[385, 1292, 555, 1350]
ad-code: D-70080 bbox=[151, 1366, 182, 1376]
classified-ad bbox=[190, 1023, 378, 1086]
classified-ad bbox=[190, 805, 378, 868]
ad-text: Land for sale, 2400 sqft. near Dhauli Chhak. (No middle man). Phone: 9937265091. bbox=[7, 1059, 182, 1103]
loan-image bbox=[562, 388, 742, 540]
section-heading: CONSTRUCTION bbox=[190, 1846, 378, 1873]
ad-code: D-60960 bbox=[1096, 389, 1127, 398]
wish-text: ଗତ ୧୮ ଦିନ ହେଲା ନିଖୋଜ ଅଛନ୍ତି। କେହି ଖବର ପାଇଲେ 9090161231 ରେ ଯୋଗାଯୋଗ କରନ୍ତୁ। bbox=[947, 180, 1119, 218]
ad-text: House (5 rooms, 2 toilet, kitchen) at BDA Duplex Colony, Baramunda. Contact: 08895990126, 09337789810. bbox=[385, 549, 555, 607]
ad-text: ଝୁଲୁଡ଼ି ସ୍ୱୟଂ ପର୍ସନାଲ, ବିଜନେସ, ଲୋନ Nationalised Bank ରୁ ୫ଲକ୍ଷ ଏବଂ ସବସିଡି ଲୋନ ମିଳୁଛି। Contact: 8895739206, 7381437011 (10.30AM - 4.30PM). bbox=[565, 1084, 739, 1171]
classified-ad bbox=[4, 2060, 185, 2152]
memoriam-text: ପରଲୋକ: ୨୮।୦୨।୨୦୧୬, ଶୋକସନ୍ତପ୍ତ ପରିବାରବର୍ଗ। bbox=[972, 2010, 1106, 2039]
wish-card bbox=[936, 908, 1130, 1076]
ad-text: Ready duplex on sale at Patia, with in a society. Contact: 9438352783, 9438425411, 9337125526. bbox=[7, 1476, 182, 1534]
classified-ad bbox=[190, 1711, 378, 1847]
ad-code: D-65615 bbox=[708, 616, 739, 625]
zodiac-sign-icon bbox=[1138, 391, 1178, 431]
sign-text: ବ୍ୟୟ ଅଧିକ ହେବ। ଋଣ ନେବାରୁ ଦୂରେଇ ରୁହନ୍ତୁ। ଛାତ୍ରଛାତ୍ରୀଙ୍କ ପାଇଁ ଦିନଟି ଅନୁକୂଳ। bbox=[1183, 342, 1455, 373]
ad-code: D-70252 bbox=[524, 2164, 555, 2173]
sign-entry bbox=[1136, 485, 1494, 534]
ad-text: 2BHK flat + parking, Ravitalkies Square, Bhubaneswar. Rent within 9000/-. 9439963384. bbox=[385, 733, 555, 791]
classified-ad bbox=[746, 40, 931, 132]
zodiac-sign-icon bbox=[1138, 138, 1178, 178]
zodiac-sign-icon bbox=[1138, 489, 1178, 529]
ad-text: Direct pass BA, B.Com, MBA, Engineering within short period. 7377865287. bbox=[385, 2313, 555, 2357]
ad-code: D-71903 bbox=[151, 2306, 182, 2315]
headline-news bbox=[746, 1178, 1130, 1778]
ad-text: Ready 3BR independent house on sale at Kolathia. Contact: 9438425411, 9438352783, 9337125526. bbox=[7, 1815, 182, 1873]
classified-ad bbox=[562, 1542, 742, 1620]
classified-ad bbox=[190, 1226, 378, 1289]
ad-code: D-71760 bbox=[524, 1057, 555, 1066]
form-date-line: ଜନ୍ମ ତାରିଖ..... bbox=[16, 127, 96, 142]
sign-entry bbox=[1136, 534, 1494, 583]
section-label: LOAN bbox=[628, 521, 676, 539]
packers-image bbox=[382, 809, 558, 981]
classified-ad bbox=[4, 1983, 185, 2061]
ad-text: Disease treatment, massage (ladies/ gents). Arogyam Ayurveda, Baramunda. 9439750677, 8763174798. bbox=[385, 1823, 555, 1881]
sign-text: ଆର୍ଥିକ ଦିଗରୁ ଦିନଟି ଭଲ ରହିବ। ବନ୍ଧୁଙ୍କ ସହଯୋଗ ମିଳିବ। ସ୍ୱାସ୍ଥ୍ୟ ପ୍ରତି ଧ୍ୟାନ ଦିଅନ୍ତୁ। ଯାତ୍ରା ଶୁଭ ହେବ। bbox=[1183, 195, 1468, 226]
classified-ad bbox=[382, 1368, 558, 1446]
missing-heading: ନିଖୋଜ bbox=[936, 40, 1130, 68]
ad-code: D-73788 bbox=[524, 1275, 555, 1284]
page-date: ତା୦୧।୩।୨୦୧୭ରିଖ,ଗୁରୁବାର, ଭୁବନେଶ୍ୱର bbox=[1193, 3, 1491, 23]
col5-lost-list bbox=[746, 436, 931, 528]
ad-code: D-73187 bbox=[708, 1526, 739, 1536]
classified-ad bbox=[746, 556, 931, 648]
astrology-wheel bbox=[530, 40, 732, 212]
child-photo bbox=[992, 926, 1074, 1018]
wish-card bbox=[936, 404, 1130, 572]
ad-code: D-72808 bbox=[524, 715, 555, 725]
col2-ad-list-b bbox=[190, 1873, 378, 1951]
classified-ad bbox=[746, 132, 931, 268]
